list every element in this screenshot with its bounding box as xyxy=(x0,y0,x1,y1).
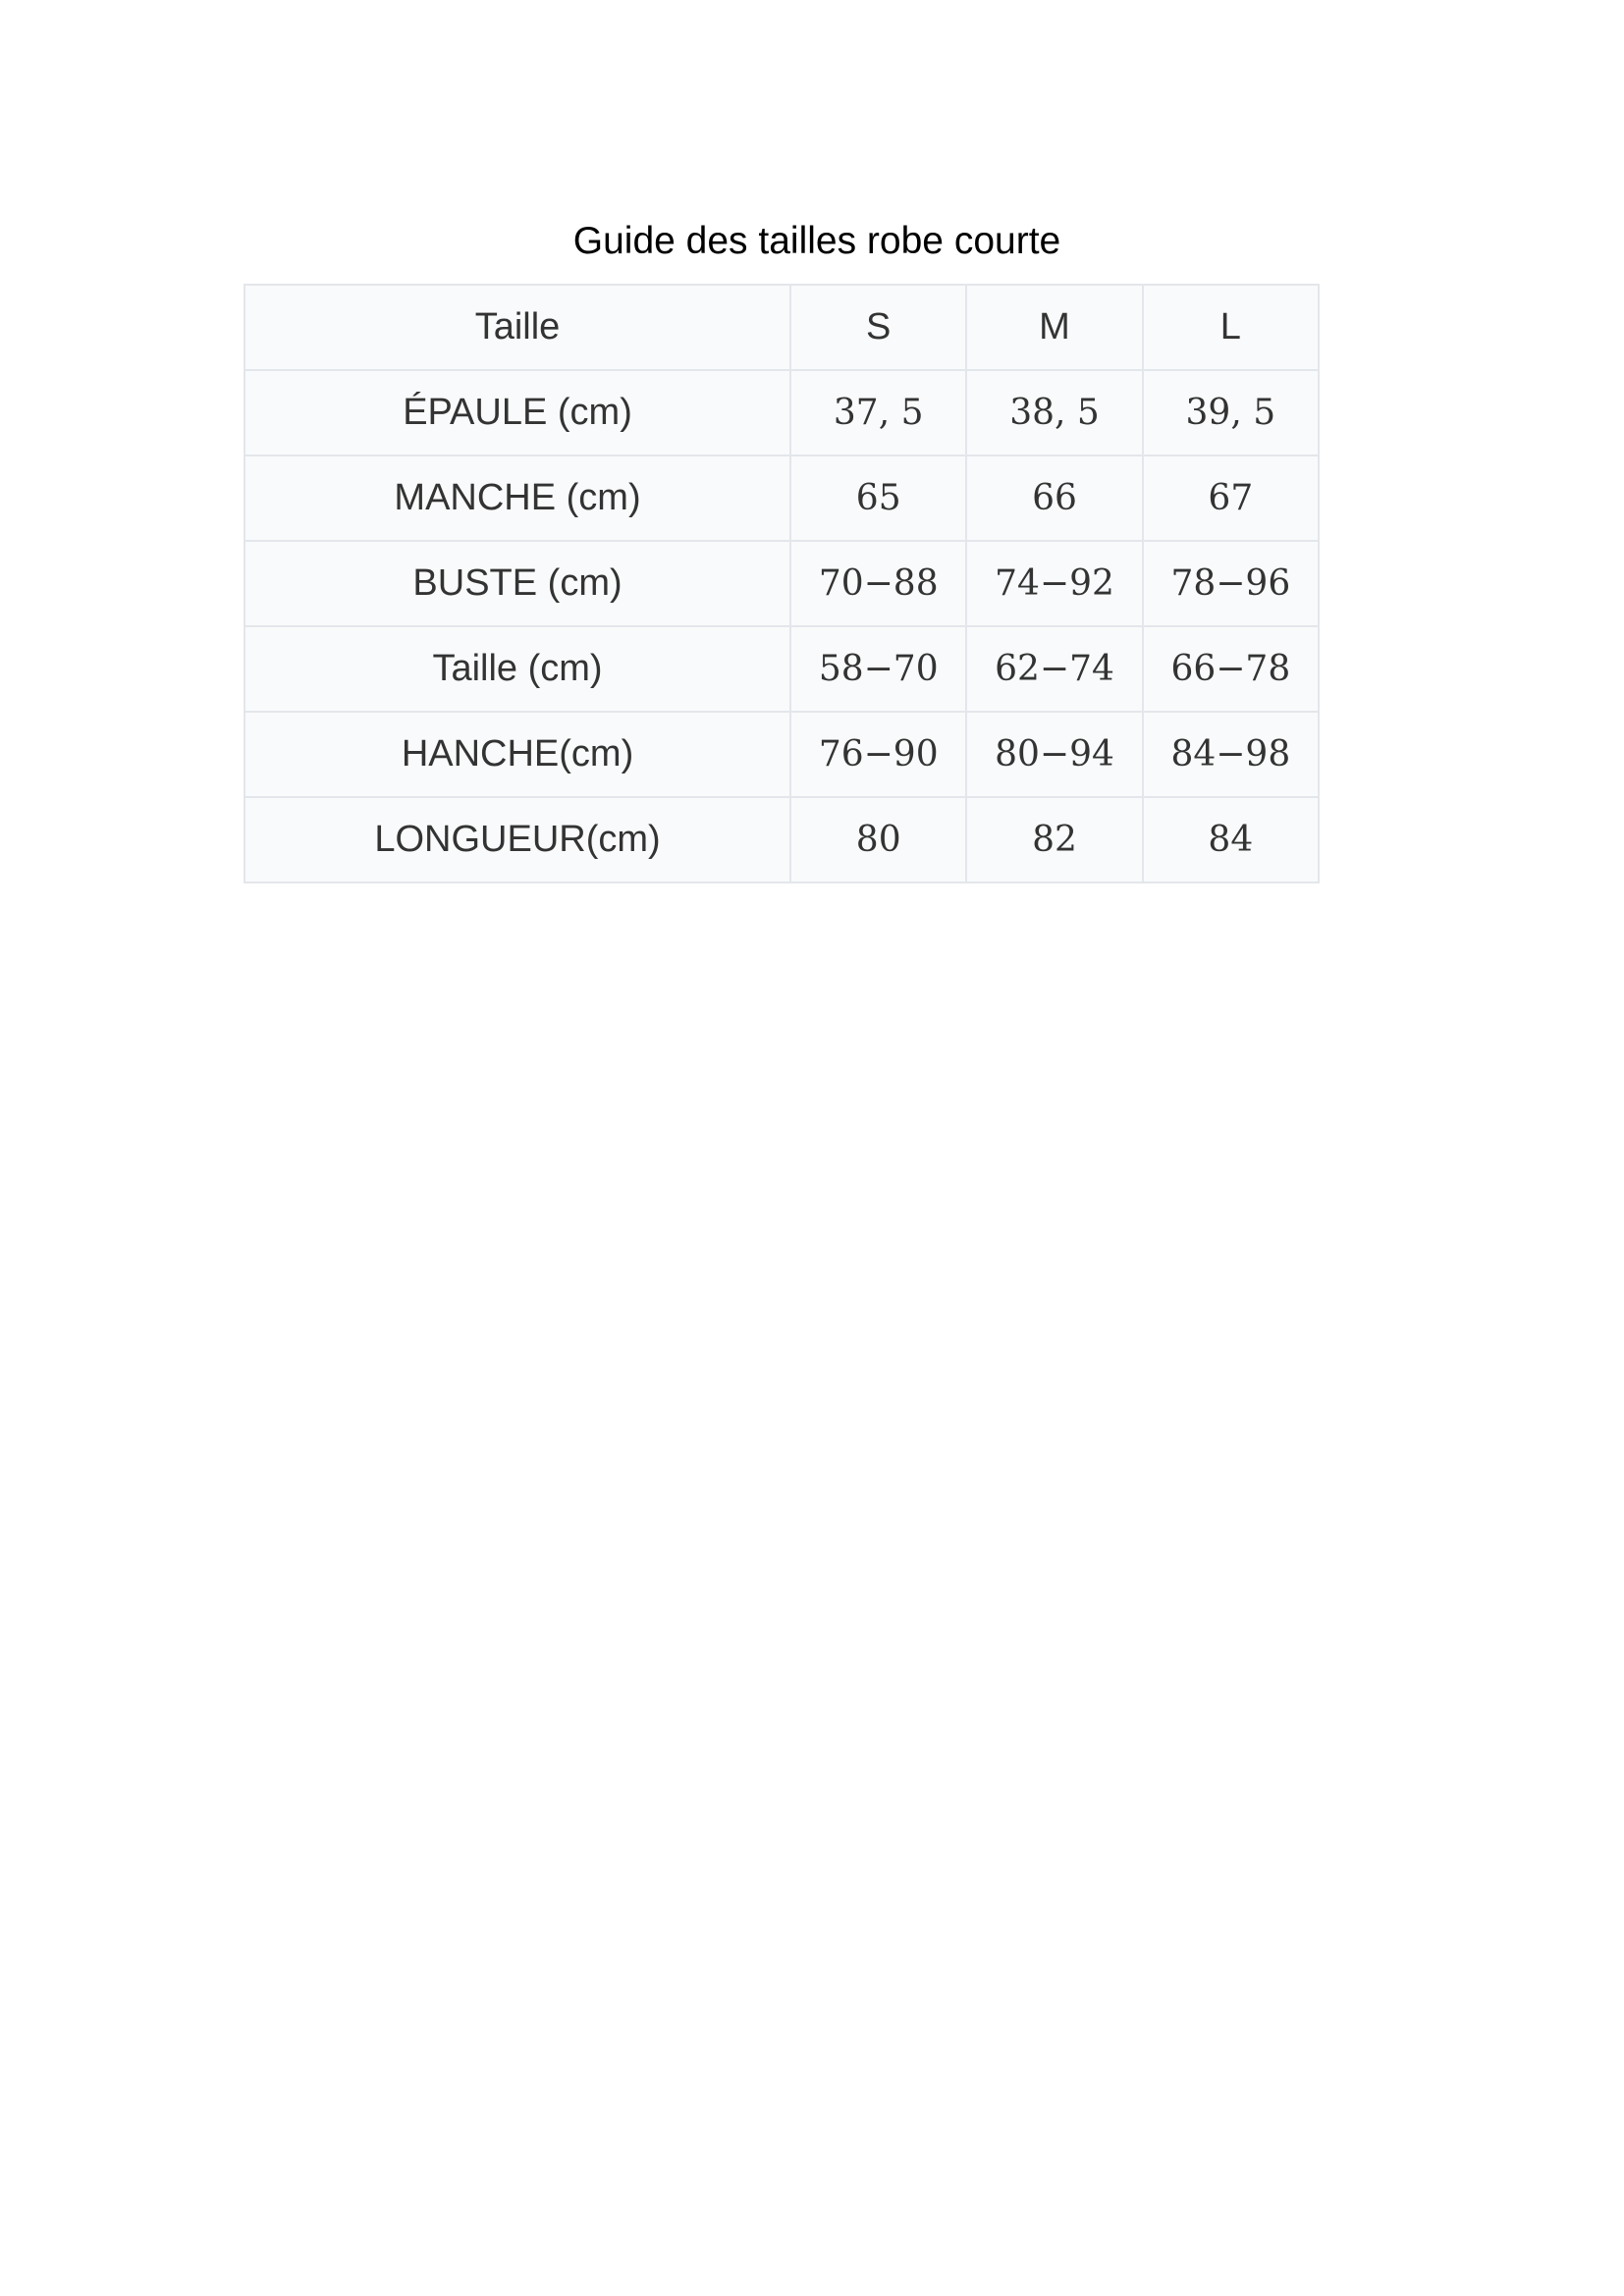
row-label: LONGUEUR(cm) xyxy=(244,797,790,882)
table-row xyxy=(244,797,1319,882)
table-row xyxy=(244,370,1319,455)
table-row xyxy=(244,541,1319,626)
row-label: ÉPAULE (cm) xyxy=(244,370,790,455)
table-row xyxy=(244,712,1319,797)
value-cell: 80 xyxy=(790,797,966,882)
value-cell: 66−78 xyxy=(1143,626,1319,712)
table-row xyxy=(244,626,1319,712)
size-guide-table xyxy=(244,284,1320,883)
value-cell: 84−98 xyxy=(1143,712,1319,797)
value-cell: 84 xyxy=(1143,797,1319,882)
value-cell: 65 xyxy=(790,455,966,541)
row-label: MANCHE (cm) xyxy=(244,455,790,541)
value-cell: 66 xyxy=(966,455,1142,541)
row-label: Taille (cm) xyxy=(244,626,790,712)
row-label: HANCHE(cm) xyxy=(244,712,790,797)
value-cell: 62−74 xyxy=(966,626,1142,712)
value-cell: 82 xyxy=(966,797,1142,882)
value-cell: 39, 5 xyxy=(1143,370,1319,455)
value-cell: 58−70 xyxy=(790,626,966,712)
header-cell-s: S xyxy=(790,285,966,370)
header-cell-m: M xyxy=(966,285,1142,370)
value-cell: 80−94 xyxy=(966,712,1142,797)
value-cell: 67 xyxy=(1143,455,1319,541)
table-row xyxy=(244,455,1319,541)
table-header-row xyxy=(244,285,1319,370)
value-cell: 76−90 xyxy=(790,712,966,797)
header-cell-l: L xyxy=(1143,285,1319,370)
page-title: Guide des tailles robe courte xyxy=(572,220,1061,262)
value-cell: 70−88 xyxy=(790,541,966,626)
value-cell: 37, 5 xyxy=(790,370,966,455)
value-cell: 38, 5 xyxy=(966,370,1142,455)
value-cell: 78−96 xyxy=(1143,541,1319,626)
row-label: BUSTE (cm) xyxy=(244,541,790,626)
header-cell-taille: Taille xyxy=(244,285,790,370)
value-cell: 74−92 xyxy=(966,541,1142,626)
